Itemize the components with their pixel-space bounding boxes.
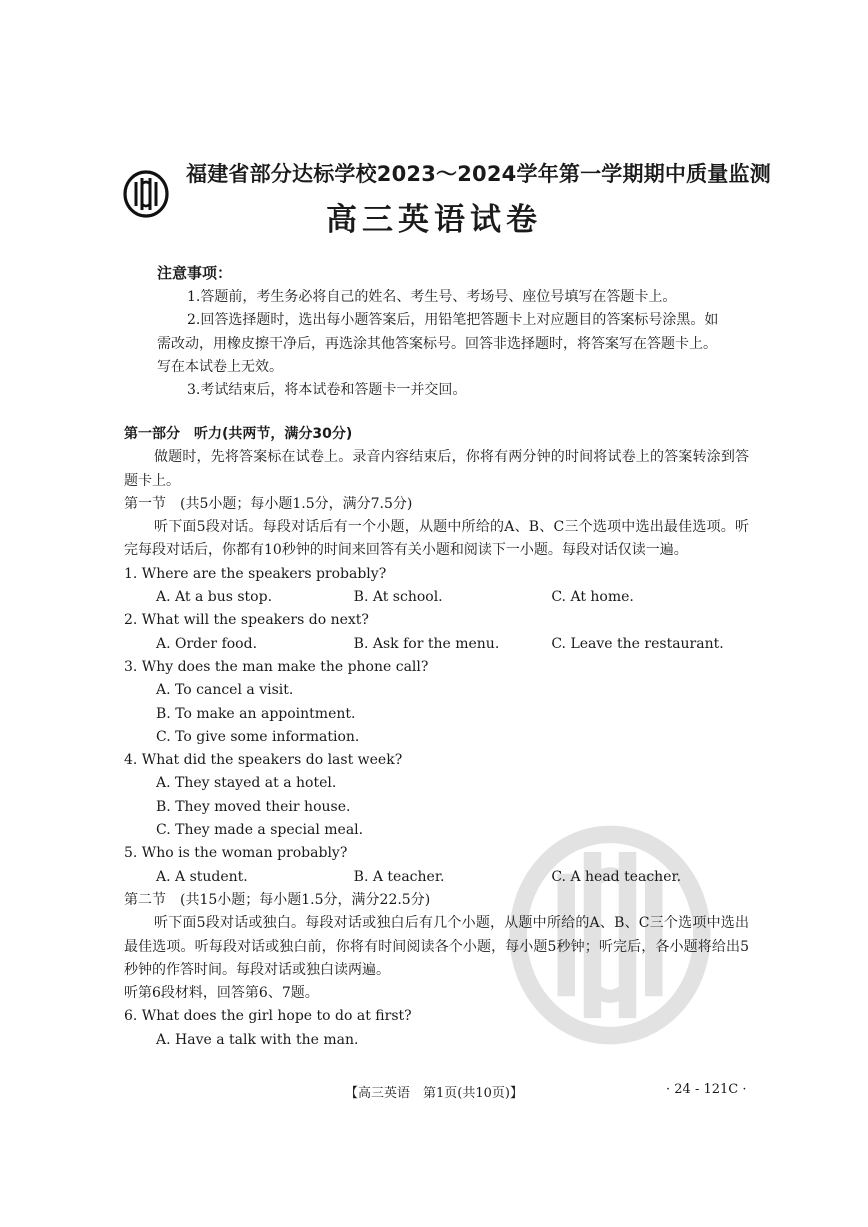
section2-heading: 第二节 (共15小题；每小题1.5分，满分22.5分) bbox=[124, 891, 431, 908]
exam-title: 福建省部分达标学校2023～2024学年第一学期期中质量监测 bbox=[186, 162, 771, 186]
page-number: 【高三英语 第1页(共10页)】 bbox=[345, 1086, 523, 1101]
subject-title: 高三英语试卷 bbox=[326, 202, 542, 238]
exam-code: · 24 - 121C · bbox=[666, 1082, 747, 1097]
section1-intro: 听下面5段对话。每段对话后有一个小题，从题中所给的A、B、C三个选项中选出最佳选项。听完每段对话后，你都有10秒钟的时间来回答有关小题和阅读下一小题。每段对话仅读一遍。 bbox=[124, 519, 749, 559]
question-5: 5. Who is the woman probably? bbox=[124, 845, 348, 862]
question-4: 4. What did the speakers do last week? bbox=[124, 752, 403, 769]
part1-heading: 第一部分 听力(共两节，满分30分) bbox=[124, 426, 353, 442]
question-2: 2. What will the speakers do next? bbox=[124, 612, 369, 629]
question-1: 1. Where are the speakers probably? bbox=[124, 565, 387, 582]
question-1-options bbox=[124, 586, 749, 609]
option-b: B. They moved their house. bbox=[156, 798, 351, 815]
option-c: C. They made a special meal. bbox=[156, 822, 364, 839]
question-5-options bbox=[124, 866, 749, 889]
option-a: A. Have a talk with the man. bbox=[156, 1031, 359, 1048]
notice-item-2: 2.回答选择题时，选出每小题答案后，用铅笔把答题卡上对应题目的答案标号涂黑。如需改动，用橡皮擦干净后，再选涂其他答案标号。回答非选择题时，将答案写在答题卡上。写在本试卷上无效。 bbox=[157, 312, 719, 375]
option-a: A. They stayed at a hotel. bbox=[156, 775, 337, 792]
question-6: 6. What does the girl hope to do at first? bbox=[124, 1008, 412, 1025]
notice-heading: 注意事项： bbox=[157, 264, 233, 282]
option-b: B. At school. bbox=[353, 589, 443, 606]
section2-intro: 听下面5段对话或独白。每段对话或独白后有几个小题，从题中所给的A、B、C三个选项中选出最佳选项。听每段对话或独白前，你将有时间阅读各个小题，每小题5秒钟；听完后，各小题将给出5秒钟的作答时间。每段对话或独白读两遍。 bbox=[124, 915, 749, 978]
section1-heading: 第一节 (共5小题；每小题1.5分，满分7.5分) bbox=[124, 495, 413, 512]
question-2-options bbox=[124, 633, 749, 656]
material-instruction: 听第6段材料，回答第6、7题。 bbox=[124, 985, 319, 1002]
option-a: A. A student. bbox=[156, 868, 248, 885]
option-c: C. At home. bbox=[551, 589, 634, 606]
option-b: B. To make an appointment. bbox=[156, 705, 356, 722]
option-b: B. A teacher. bbox=[353, 868, 445, 885]
option-c: C. A head teacher. bbox=[551, 868, 682, 885]
listening-part bbox=[124, 423, 749, 1052]
part1-intro: 做题时，先将答案标在试卷上。录音内容结束后，你将有两分钟的时间将试卷上的答案转涂到答题卡上。 bbox=[124, 449, 749, 489]
option-c: C. To give some information. bbox=[156, 728, 360, 745]
option-a: A. At a bus stop. bbox=[156, 589, 273, 606]
notice-item-3: 3.考试结束后，将本试卷和答题卡一并交回。 bbox=[187, 382, 467, 399]
question-3: 3. Why does the man make the phone call? bbox=[124, 658, 429, 675]
option-a: A. To cancel a visit. bbox=[156, 682, 294, 699]
option-b: B. Ask for the menu. bbox=[353, 635, 500, 652]
notice-item-1: 1.答题前，考生务必将自己的姓名、考生号、考场号、座位号填写在答题卡上。 bbox=[187, 289, 677, 305]
notice-list bbox=[157, 286, 727, 402]
option-a: A. Order food. bbox=[156, 635, 258, 652]
option-c: C. Leave the restaurant. bbox=[551, 635, 724, 652]
